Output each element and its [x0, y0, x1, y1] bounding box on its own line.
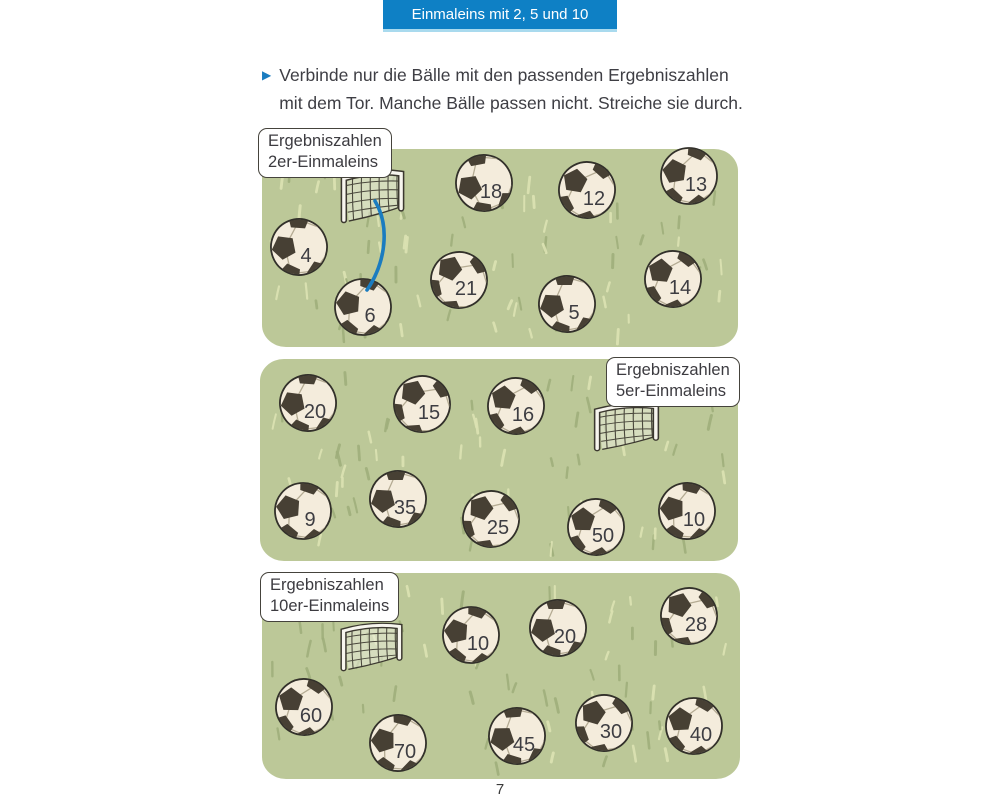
ball-number: 21 [454, 278, 478, 300]
page-header-banner [383, 0, 617, 32]
ball-number: 20 [553, 626, 577, 648]
ball-number: 15 [417, 402, 441, 424]
ball-number: 4 [300, 245, 312, 267]
instruction-line-1: Verbinde nur die Bälle mit den passenden Ergebniszahlen [279, 65, 729, 85]
ball-number: 28 [684, 614, 708, 636]
ball-number: 13 [684, 174, 708, 196]
ball-number: 14 [668, 277, 692, 299]
task-instruction [262, 61, 743, 117]
page-number: 7 [495, 781, 505, 798]
ball-number: 10 [466, 633, 490, 655]
field-label-line: 2er-Einmaleins [268, 153, 379, 171]
ball-number: 30 [599, 721, 623, 743]
ball-number: 40 [689, 724, 713, 746]
header-title: Einmaleins mit 2, 5 und 10 [411, 6, 589, 23]
field-label-line: 10er-Einmaleins [270, 597, 390, 615]
field-label-line: Ergebniszahlen [270, 576, 384, 594]
ball-number: 20 [303, 401, 327, 423]
ball-number: 70 [393, 741, 417, 763]
field-label-2er-einmaleins [258, 128, 392, 178]
ball-number: 60 [299, 705, 323, 727]
ball-number: 16 [511, 404, 535, 426]
ball-number: 50 [591, 525, 615, 547]
task-arrow-icon: ▶ [262, 68, 272, 82]
field-label-line: Ergebniszahlen [616, 361, 730, 379]
ball-number: 9 [304, 509, 316, 531]
ball-number: 10 [682, 509, 706, 531]
ball-number: 12 [582, 188, 606, 210]
field-label-line: Ergebniszahlen [268, 132, 382, 150]
ball-number: 35 [393, 497, 417, 519]
ball-number: 45 [512, 734, 536, 756]
instruction-line-2: mit dem Tor. Manche Bälle passen nicht. Streiche sie durch. [279, 93, 743, 113]
ball-number: 18 [479, 181, 503, 203]
field-label-line: 5er-Einmaleins [616, 382, 727, 400]
ball-number: 25 [486, 517, 510, 539]
ball-number: 6 [364, 305, 376, 327]
ball-number: 5 [568, 302, 580, 324]
field-label-5er-einmaleins [606, 357, 740, 407]
field-label-10er-einmaleins [260, 572, 399, 622]
